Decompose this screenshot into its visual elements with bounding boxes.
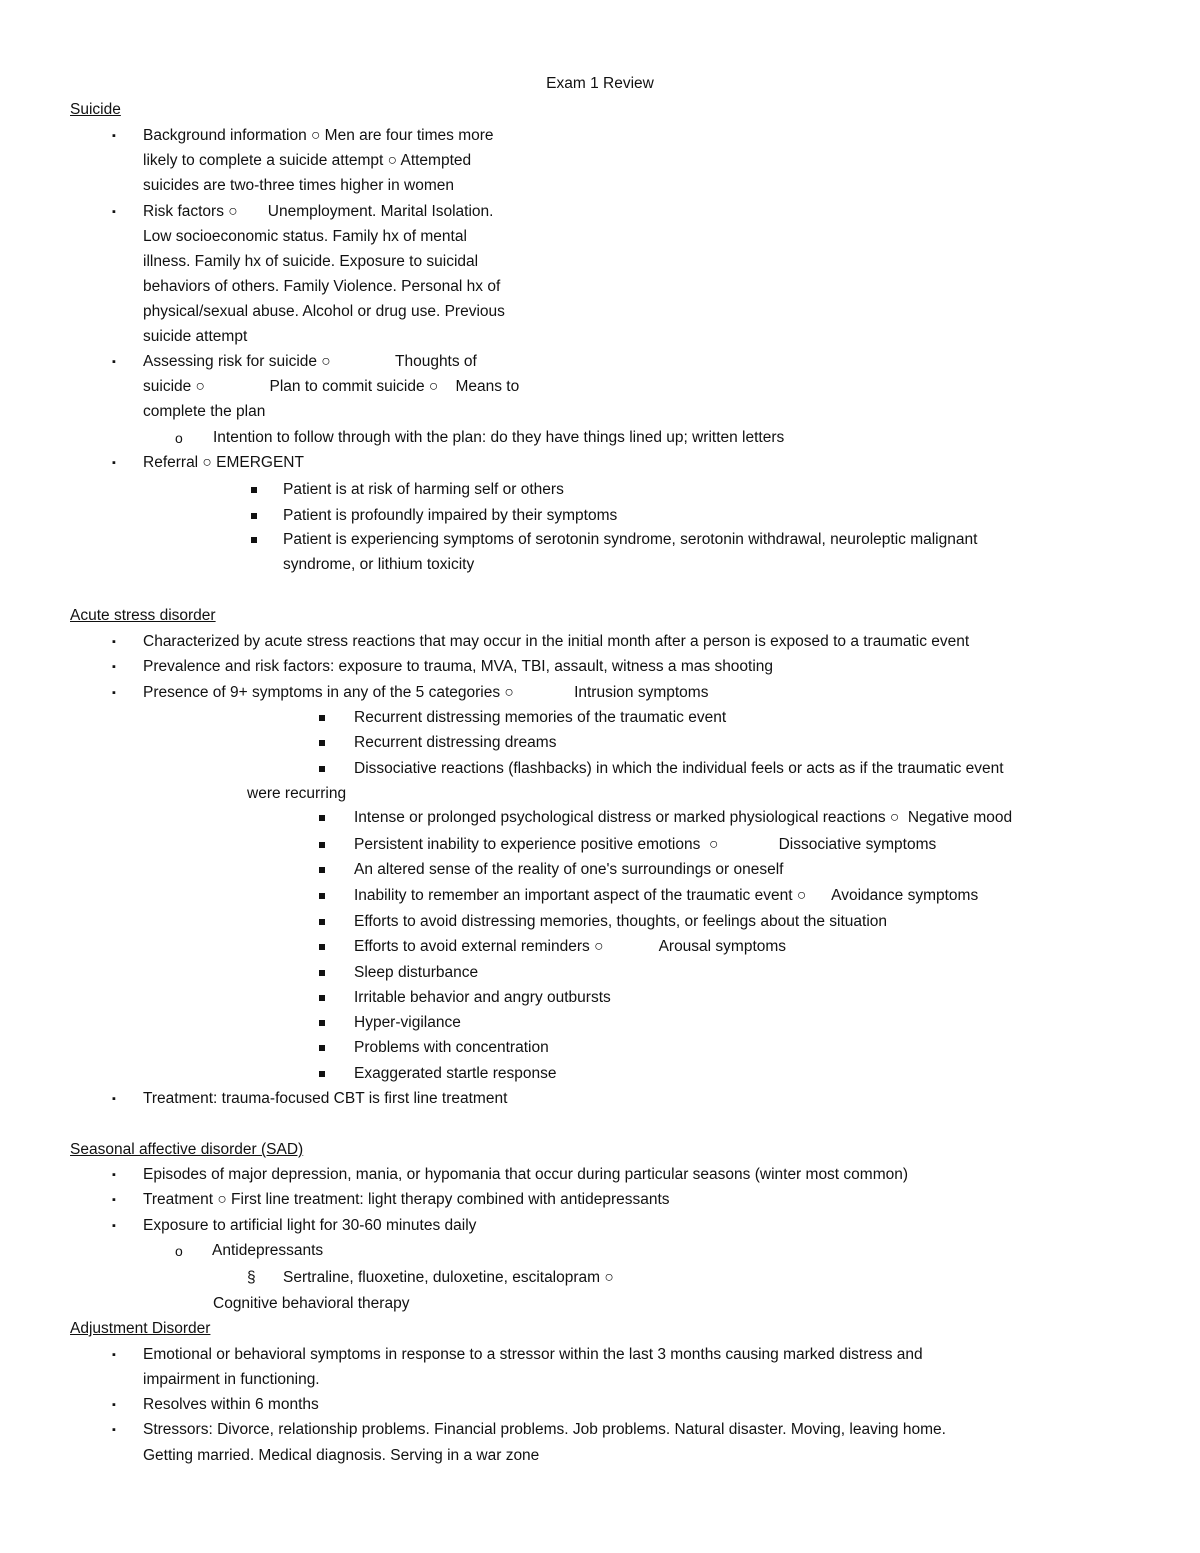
bullet-icon: ▪ — [112, 687, 116, 699]
list-item: Characterized by acute stress reactions that may occur in the initial month after a person is exposed to a traumatic event — [143, 633, 970, 650]
list-item: Referral ○ EMERGENT — [143, 454, 304, 471]
list-item: Presence of 9+ symptoms in any of the 5 categories ○ Intrusion symptoms — [143, 684, 709, 701]
list-item: Resolves within 6 months — [143, 1396, 319, 1413]
list-item: syndrome, or lithium toxicity — [283, 556, 475, 573]
list-item: Risk factors ○ Unemployment. Marital Isolation. — [143, 203, 494, 220]
list-item: Prevalence and risk factors: exposure to trauma, MVA, TBI, assault, witness a mas shooting — [143, 658, 774, 675]
square-bullet-icon — [319, 815, 325, 821]
list-item: Assessing risk for suicide ○ Thoughts of — [143, 353, 477, 370]
circle-bullet-icon: o — [175, 1243, 183, 1259]
square-bullet-icon — [319, 1020, 325, 1026]
section-heading-sad: Seasonal affective disorder (SAD) — [70, 1141, 304, 1158]
square-bullet-icon — [319, 893, 325, 899]
list-item: likely to complete a suicide attempt ○ Attempted — [143, 152, 472, 169]
list-item: Treatment: trauma-focused CBT is first line treatment — [143, 1090, 508, 1107]
bullet-icon: ▪ — [112, 457, 116, 469]
list-item: suicides are two-three times higher in women — [143, 177, 454, 194]
list-item: Intense or prolonged psychological distress or marked physiological reactions ○ Negative mood — [354, 809, 1013, 826]
bullet-icon: ▪ — [112, 130, 116, 142]
square-bullet-icon — [319, 715, 325, 721]
bullet-icon: ▪ — [112, 1349, 116, 1361]
list-item: Recurrent distressing memories of the traumatic event — [354, 709, 727, 726]
list-item: Antidepressants — [212, 1242, 324, 1259]
square-bullet-icon — [319, 944, 325, 950]
list-item: Exaggerated startle response — [354, 1065, 557, 1082]
section-heading-suicide: Suicide — [70, 101, 121, 118]
bullet-icon: ▪ — [112, 1424, 116, 1436]
square-bullet-icon — [319, 919, 325, 925]
list-item: suicide ○ Plan to commit suicide ○ Means to — [143, 378, 520, 395]
square-bullet-icon — [319, 842, 325, 848]
list-item: Efforts to avoid distressing memories, thoughts, or feelings about the situation — [354, 913, 888, 930]
bullet-icon: ▪ — [112, 1194, 116, 1206]
square-bullet-icon — [319, 766, 325, 772]
bullet-icon: ▪ — [112, 356, 116, 368]
bullet-icon: ▪ — [112, 1093, 116, 1105]
list-item: Background information ○ Men are four times more — [143, 127, 494, 144]
bullet-icon: ▪ — [112, 661, 116, 673]
list-item: Getting married. Medical diagnosis. Serving in a war zone — [143, 1447, 540, 1464]
square-bullet-icon — [319, 970, 325, 976]
list-item: Problems with concentration — [354, 1039, 549, 1056]
square-bullet-icon — [319, 1071, 325, 1077]
list-item: physical/sexual abuse. Alcohol or drug use. Previous — [143, 303, 505, 320]
list-item: Stressors: Divorce, relationship problems. Financial problems. Job problems. Natural disaster. Moving, leaving home. — [143, 1421, 946, 1438]
list-item: illness. Family hx of suicide. Exposure to suicidal — [143, 253, 479, 270]
list-item: Dissociative reactions (flashbacks) in which the individual feels or acts as if the traumatic event — [354, 760, 1004, 777]
square-bullet-icon — [319, 867, 325, 873]
list-item: Inability to remember an important aspect of the traumatic event ○ Avoidance symptoms — [354, 887, 979, 904]
document-title: Exam 1 Review — [546, 75, 654, 92]
list-item: complete the plan — [143, 403, 266, 420]
list-item: Patient is at risk of harming self or others — [283, 481, 564, 498]
bullet-icon: ▪ — [112, 1220, 116, 1232]
list-item: Irritable behavior and angry outbursts — [354, 989, 611, 1006]
list-item: Sertraline, fluoxetine, duloxetine, escitalopram ○ — [283, 1269, 614, 1286]
section-heading-adjustment: Adjustment Disorder — [70, 1320, 211, 1337]
list-item: Episodes of major depression, mania, or hypomania that occur during particular seasons (winter most common) — [143, 1166, 909, 1183]
list-item: Patient is experiencing symptoms of serotonin syndrome, serotonin withdrawal, neuroleptic malignant — [283, 531, 978, 548]
square-bullet-icon — [319, 740, 325, 746]
bullet-icon: ▪ — [112, 206, 116, 218]
section-heading-acute-stress: Acute stress disorder — [70, 607, 216, 624]
bullet-icon: ▪ — [112, 1169, 116, 1181]
list-item: Exposure to artificial light for 30-60 minutes daily — [143, 1217, 477, 1234]
circle-bullet-icon: o — [175, 430, 183, 446]
list-item: Low socioeconomic status. Family hx of mental — [143, 228, 467, 245]
section-mark-icon: § — [247, 1269, 256, 1286]
list-item: Intention to follow through with the plan: do they have things lined up; written letters — [213, 429, 785, 446]
list-item: Sleep disturbance — [354, 964, 479, 981]
list-item: behaviors of others. Family Violence. Personal hx of — [143, 278, 501, 295]
list-item: Hyper-vigilance — [354, 1014, 461, 1031]
square-bullet-icon — [251, 537, 257, 543]
square-bullet-icon — [319, 1045, 325, 1051]
list-item: Treatment ○ First line treatment: light therapy combined with antidepressants — [143, 1191, 670, 1208]
list-item: Patient is profoundly impaired by their symptoms — [283, 507, 618, 524]
square-bullet-icon — [251, 513, 257, 519]
list-item: Efforts to avoid external reminders ○ Arousal symptoms — [354, 938, 787, 955]
square-bullet-icon — [251, 487, 257, 493]
list-item: impairment in functioning. — [143, 1371, 320, 1388]
square-bullet-icon — [319, 995, 325, 1001]
list-item: Emotional or behavioral symptoms in response to a stressor within the last 3 months causing marked distress and — [143, 1346, 923, 1363]
list-item: suicide attempt — [143, 328, 248, 345]
bullet-icon: ▪ — [112, 636, 116, 648]
list-item: Recurrent distressing dreams — [354, 734, 557, 751]
bullet-icon: ▪ — [112, 1399, 116, 1411]
list-item: An altered sense of the reality of one's surroundings or oneself — [354, 861, 784, 878]
list-item: Cognitive behavioral therapy — [213, 1295, 410, 1312]
list-item: Persistent inability to experience positive emotions ○ Dissociative symptoms — [354, 836, 937, 853]
list-item: were recurring — [247, 785, 347, 802]
